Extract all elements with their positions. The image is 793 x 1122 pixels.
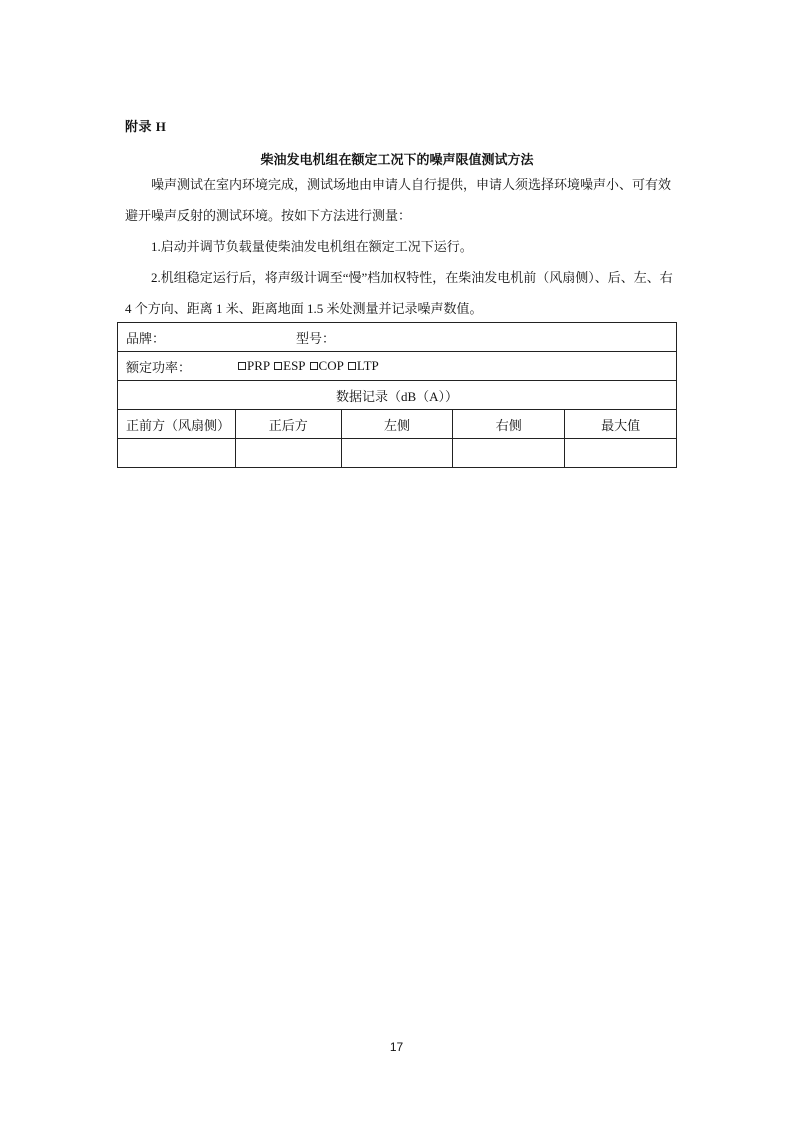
- checkbox-icon[interactable]: [310, 362, 318, 370]
- brand-model-cell: [118, 323, 677, 352]
- appendix-label: 附录 H: [125, 119, 167, 134]
- checkbox-icon[interactable]: [238, 362, 246, 370]
- section-title: 数据记录（dB（A））: [118, 381, 677, 410]
- paragraph-intro: 噪声测试在室内环境完成，测试场地由申请人自行提供，申请人须选择环境噪声小、可有效避开噪声反射的测试环境。按如下方法进行测量：: [125, 177, 672, 223]
- power-option-cop[interactable]: COP: [310, 358, 344, 374]
- value-cell-front[interactable]: [118, 439, 236, 468]
- document-title: 柴油发电机组在额定工况下的噪声限值测试方法: [260, 152, 534, 167]
- value-cell-max[interactable]: [565, 439, 677, 468]
- checkbox-icon[interactable]: [274, 362, 282, 370]
- power-option-prp[interactable]: PRP: [238, 358, 270, 374]
- column-header-right: 右侧: [453, 410, 565, 439]
- power-option-esp[interactable]: ESP: [274, 358, 305, 374]
- rated-power-row: [118, 352, 677, 381]
- rated-power-label: 额定功率：: [126, 359, 192, 375]
- column-header-rear: 正后方: [235, 410, 341, 439]
- table-row: [118, 439, 677, 468]
- checkbox-icon[interactable]: [348, 362, 356, 370]
- column-header-left: 左侧: [341, 410, 453, 439]
- value-cell-rear[interactable]: [235, 439, 341, 468]
- page-number: 17: [389, 1040, 404, 1054]
- noise-record-table: [117, 322, 677, 468]
- brand-model-row: [118, 323, 677, 352]
- column-header-front: 正前方（风扇侧）: [118, 410, 236, 439]
- paragraph-step-1: 1.启动并调节负载量使柴油发电机组在额定工况下运行。: [151, 239, 473, 254]
- power-option-ltp[interactable]: LTP: [348, 358, 379, 374]
- brand-label: 品牌：: [126, 330, 166, 346]
- paragraph-step-2: 2.机组稳定运行后，将声级计调至“慢”档加权特性，在柴油发电机前（风扇侧）、后、左、右 4 个方向、距离 1 米、距离地面 1.5 米处测量并记录噪声数值。: [125, 270, 673, 316]
- table-header-row: [118, 410, 677, 439]
- rated-power-cell: [118, 352, 677, 381]
- value-cell-right[interactable]: [453, 439, 565, 468]
- model-label: 型号：: [296, 330, 336, 346]
- section-title-row: [118, 381, 677, 410]
- column-header-max: 最大值: [565, 410, 677, 439]
- value-cell-left[interactable]: [341, 439, 453, 468]
